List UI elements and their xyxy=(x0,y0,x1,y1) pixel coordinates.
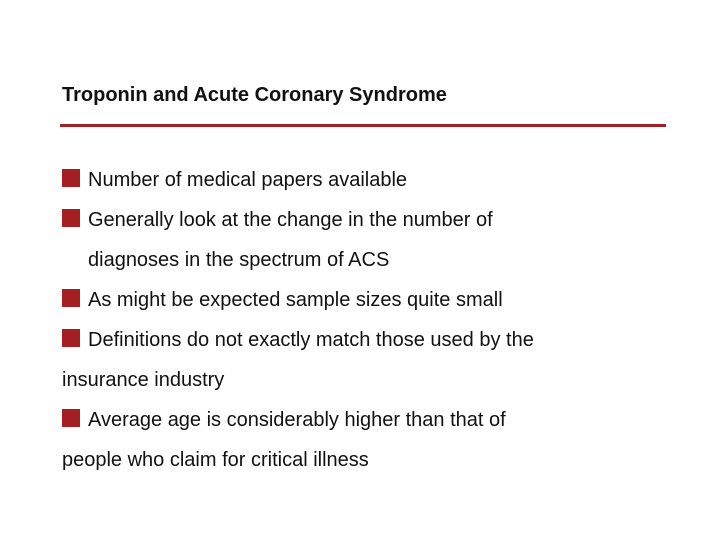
bullet-item xyxy=(62,400,662,440)
bullet-text: insurance industry xyxy=(62,369,225,391)
slide-title: Troponin and Acute Coronary Syndrome xyxy=(62,84,447,106)
square-bullet-icon xyxy=(62,289,80,307)
square-bullet-icon xyxy=(62,409,80,427)
bullet-item xyxy=(62,320,662,360)
title-divider xyxy=(60,124,666,127)
bullet-text: Definitions do not exactly match those used by the xyxy=(88,329,534,351)
square-bullet-icon xyxy=(62,209,80,227)
bullet-text: Number of medical papers available xyxy=(88,169,408,191)
bullet-text: Average age is considerably higher than that of xyxy=(88,409,506,431)
bullet-continuation xyxy=(62,440,662,480)
bullet-text: Generally look at the change in the number of xyxy=(88,209,493,231)
bullet-text: diagnoses in the spectrum of ACS xyxy=(88,249,390,271)
bullet-item xyxy=(62,160,662,200)
bullet-text: people who claim for critical illness xyxy=(62,449,369,471)
bullet-continuation xyxy=(62,360,662,400)
bullet-item xyxy=(62,200,662,240)
square-bullet-icon xyxy=(62,169,80,187)
bullet-continuation xyxy=(62,240,662,280)
square-bullet-icon xyxy=(62,329,80,347)
bullet-text: As might be expected sample sizes quite small xyxy=(88,289,503,311)
bullet-list xyxy=(62,160,662,480)
bullet-item xyxy=(62,280,662,320)
